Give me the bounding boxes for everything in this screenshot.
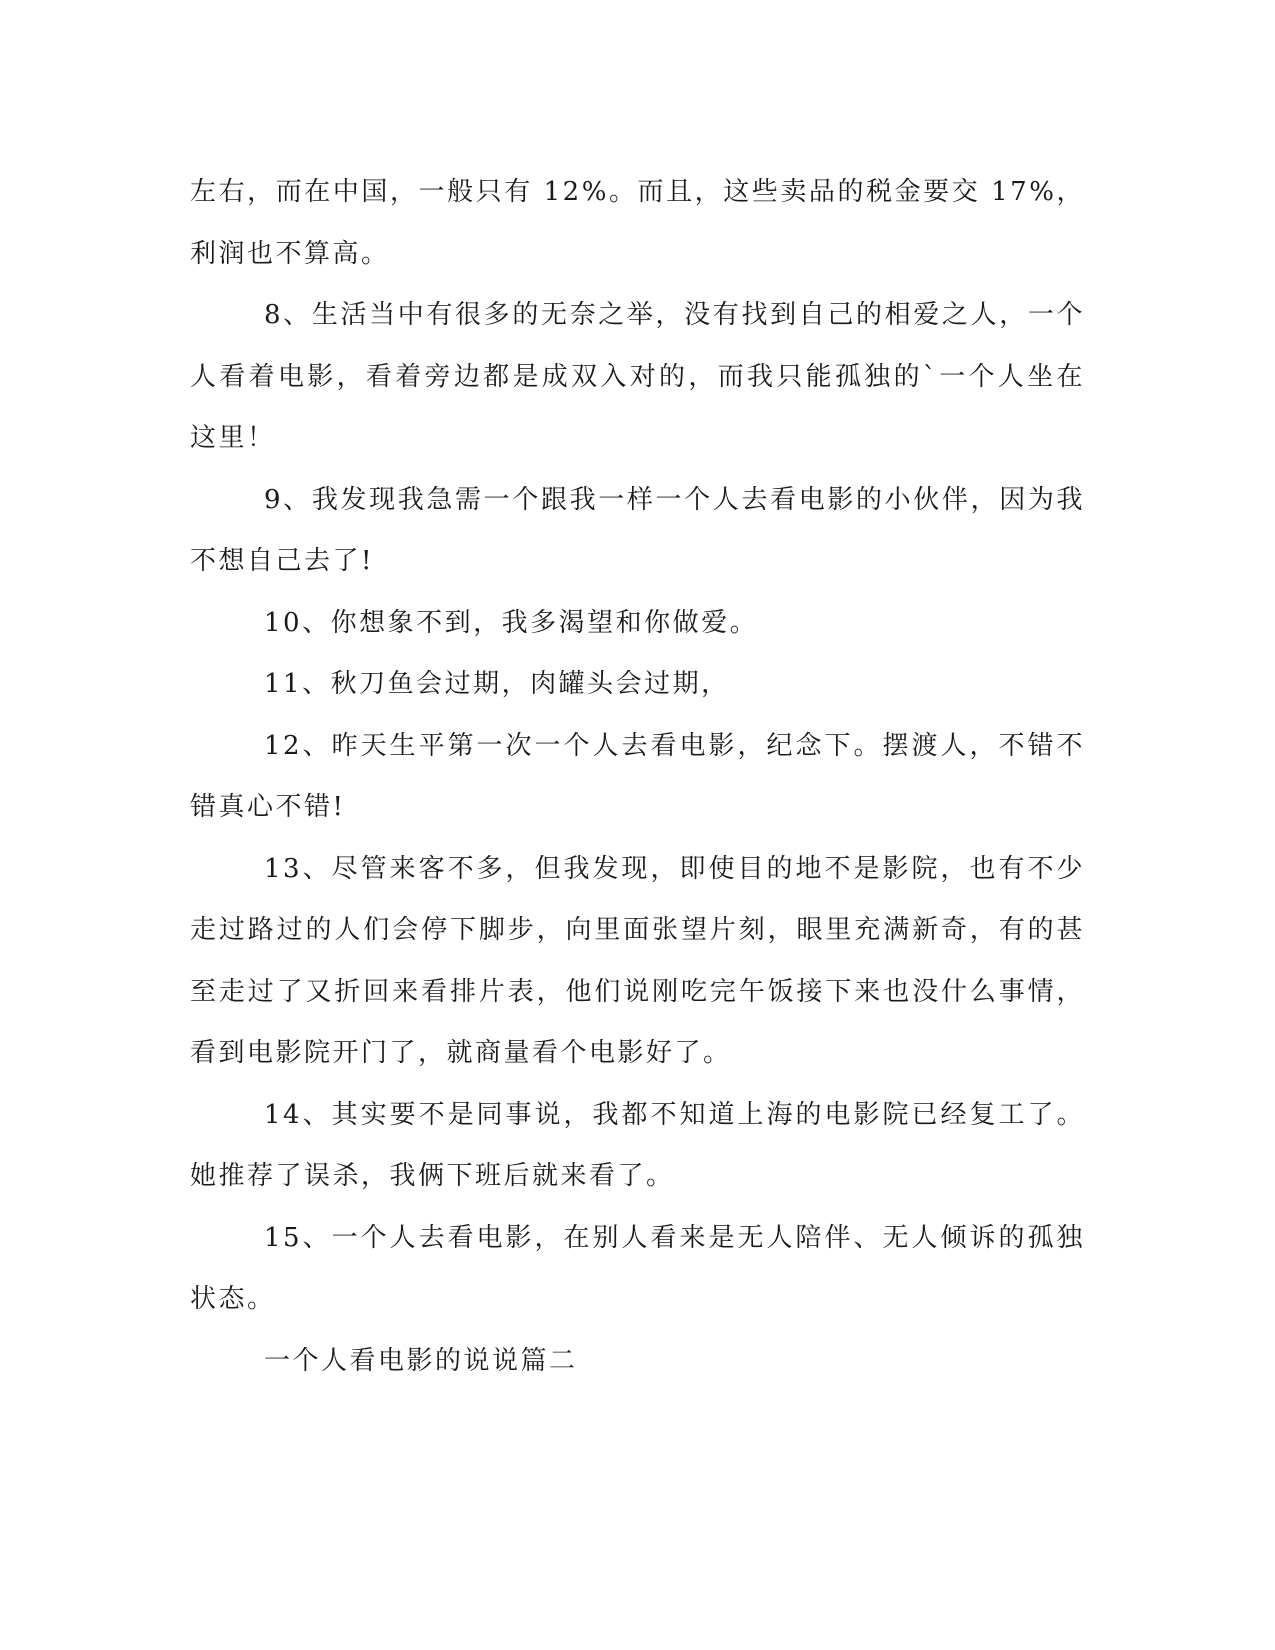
paragraph-item-10: 10、你想象不到，我多渴望和你做爱。 xyxy=(264,607,759,638)
paragraph-item-15: 15、一个人去看电影，在别人看来是无人陪伴、无人倾诉的孤独状态。 xyxy=(190,1222,1085,1314)
paragraph-item-11: 11、秋刀鱼会过期，肉罐头会过期， xyxy=(264,669,730,699)
paragraph-item-12: 12、昨天生平第一次一个人去看电影，纪念下。摆渡人，不错不错真心不错! xyxy=(190,730,1085,822)
section-heading: 一个人看电影的说说篇二 xyxy=(264,1345,578,1376)
paragraph-item-8: 8、生活当中有很多的无奈之举，没有找到自己的相爱之人，一个人看着电影，看着旁边都是成双入对的，而我只能孤独的`一个人坐在这里！ xyxy=(190,300,1085,453)
paragraph-continuation: 左右，而在中国，一般只有 12%。而且，这些卖品的税金要交 17%，利润也不算高。 xyxy=(190,177,1085,269)
document-body xyxy=(190,162,1085,1392)
paragraph-item-9: 9、我发现我急需一个跟我一样一个人去看电影的小伙伴，因为我不想自己去了! xyxy=(190,484,1085,576)
paragraph-item-13: 13、尽管来客不多，但我发现，即使目的地不是影院，也有不少走过路过的人们会停下脚步，向里面张望片刻，眼里充满新奇，有的甚至走过了又折回来看排片表，他们说刚吃完午饭接下来也没什么事情，看到电影院开门了，就商量看个电影好了。 xyxy=(190,853,1085,1068)
paragraph-item-14: 14、其实要不是同事说，我都不知道上海的电影院已经复工了。她推荐了误杀，我俩下班后就来看了。 xyxy=(190,1099,1085,1191)
